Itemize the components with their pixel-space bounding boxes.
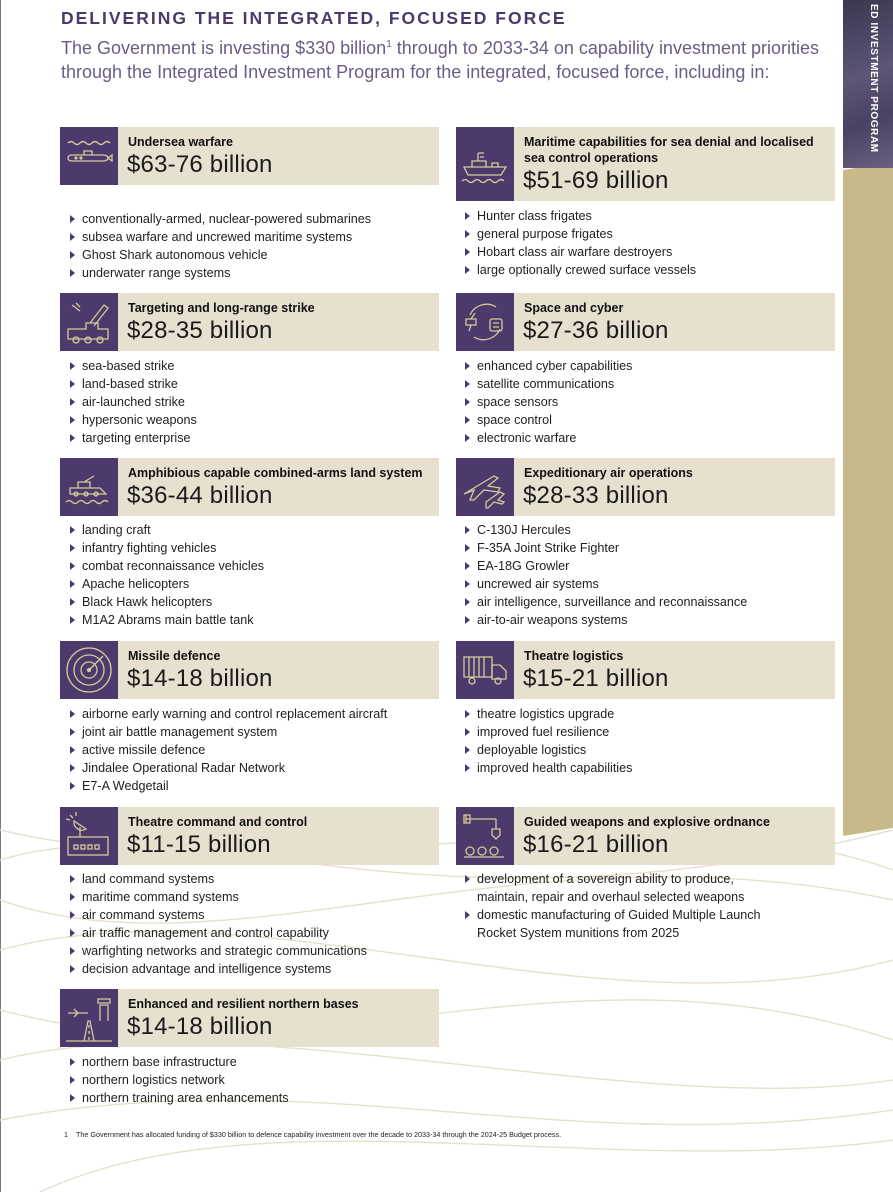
list-item: northern base infrastructure xyxy=(68,1053,438,1071)
footnote xyxy=(64,1130,561,1139)
section-title: Enhanced and resilient northern bases xyxy=(128,997,359,1011)
list-item: electronic warfare xyxy=(463,429,833,447)
list-item: EA-18G Growler xyxy=(463,557,833,575)
section-guided-weapons-list xyxy=(463,870,783,942)
footnote-text: The Government has allocated funding of $330 billion to defence capability investment over the decade to 2033-34 through the 2024-25 Budget process. xyxy=(76,1130,562,1139)
page-heading: DELIVERING THE INTEGRATED, FOCUSED FORCE xyxy=(61,8,567,28)
section-title: Theatre logistics xyxy=(524,649,624,663)
amphibious-vehicle-icon xyxy=(60,458,118,516)
list-item: northern training area enhancements xyxy=(68,1089,438,1107)
section-missile-defence-list xyxy=(68,705,438,795)
list-item: active missile defence xyxy=(68,741,438,759)
list-item: conventionally-armed, nuclear-powered submarines xyxy=(68,210,438,228)
section-title: Missile defence xyxy=(128,649,221,663)
list-item: Ghost Shark autonomous vehicle xyxy=(68,246,438,264)
section-amount: $14-18 billion xyxy=(127,1013,273,1040)
section-undersea-warfare-card xyxy=(60,127,439,185)
command-centre-icon xyxy=(60,807,118,865)
list-item: improved fuel resilience xyxy=(463,723,833,741)
section-amount: $14-18 billion xyxy=(127,665,273,692)
section-amount: $11-15 billion xyxy=(127,831,271,858)
section-amount: $63-76 billion xyxy=(127,151,273,178)
list-item: airborne early warning and control replacement aircraft xyxy=(68,705,438,723)
section-title: Theatre command and control xyxy=(128,815,308,829)
list-item: development of a sovereign ability to produce, maintain, repair and overhaul selected weapons xyxy=(463,870,783,906)
section-amount: $15-21 billion xyxy=(523,665,669,692)
list-item: air traffic management and control capability xyxy=(68,924,438,942)
radar-icon xyxy=(60,641,118,699)
list-item: satellite communications xyxy=(463,375,833,393)
list-item: northern logistics network xyxy=(68,1071,438,1089)
section-command-control-list xyxy=(68,870,438,978)
section-amount: $16-21 billion xyxy=(523,831,669,858)
list-item: space sensors xyxy=(463,393,833,411)
fighter-jets-icon xyxy=(456,458,514,516)
footnote-number: 1 xyxy=(64,1130,68,1139)
section-title: Undersea warfare xyxy=(128,135,233,149)
list-item: theatre logistics upgrade xyxy=(463,705,833,723)
intro-text-end: through to 2033-34 on capability investment priorities through the Integrated Investment Program for the integrated, focused force, including in: xyxy=(61,38,819,82)
section-expeditionary-air-list xyxy=(463,521,833,629)
robotic-arm-icon xyxy=(456,807,514,865)
truck-icon xyxy=(456,641,514,699)
section-amount: $27-36 billion xyxy=(523,317,669,344)
section-guided-weapons-card xyxy=(456,807,835,865)
page-left-rule xyxy=(0,0,1,1192)
list-item: C-130J Hercules xyxy=(463,521,833,539)
section-title: Space and cyber xyxy=(524,301,624,315)
section-amount: $28-35 billion xyxy=(127,317,273,344)
list-item: Apache helicopters xyxy=(68,575,438,593)
list-item: infantry fighting vehicles xyxy=(68,539,438,557)
list-item: E7-A Wedgetail xyxy=(68,777,438,795)
list-item: improved health capabilities xyxy=(463,759,833,777)
list-item: sea-based strike xyxy=(68,357,438,375)
section-northern-bases-card xyxy=(60,989,439,1047)
section-title: Amphibious capable combined-arms land system xyxy=(128,466,423,480)
list-item: joint air battle management system xyxy=(68,723,438,741)
section-amount: $51-69 billion xyxy=(523,167,669,194)
list-item: land command systems xyxy=(68,870,438,888)
section-targeting-list xyxy=(68,357,438,447)
list-item: warfighting networks and strategic communications xyxy=(68,942,438,960)
list-item: hypersonic weapons xyxy=(68,411,438,429)
section-title: Expeditionary air operations xyxy=(524,466,693,480)
section-maritime-list xyxy=(463,207,833,279)
section-expeditionary-air-card xyxy=(456,458,835,516)
list-item: deployable logistics xyxy=(463,741,833,759)
list-item: space control xyxy=(463,411,833,429)
list-item: targeting enterprise xyxy=(68,429,438,447)
intro-text-start: The Government is investing $330 billion xyxy=(61,38,387,58)
list-item: landing craft xyxy=(68,521,438,539)
list-item: air-to-air weapons systems xyxy=(463,611,833,629)
list-item: enhanced cyber capabilities xyxy=(463,357,833,375)
section-theatre-logistics-card xyxy=(456,641,835,699)
list-item: subsea warfare and uncrewed maritime systems xyxy=(68,228,438,246)
sidebar-label: ED INVESTMENT PROGRAM xyxy=(868,4,879,153)
list-item: Hunter class frigates xyxy=(463,207,833,225)
list-item: maritime command systems xyxy=(68,888,438,906)
intro-paragraph xyxy=(61,33,821,84)
list-item: underwater range systems xyxy=(68,264,438,282)
section-maritime-card xyxy=(456,127,835,201)
airbase-icon xyxy=(60,989,118,1047)
section-space-cyber-list xyxy=(463,357,833,447)
list-item: large optionally crewed surface vessels xyxy=(463,261,833,279)
section-amphibious-card xyxy=(60,458,439,516)
list-item: air-launched strike xyxy=(68,393,438,411)
list-item: combat reconnaissance vehicles xyxy=(68,557,438,575)
section-title: Targeting and long-range strike xyxy=(128,301,315,315)
list-item: uncrewed air systems xyxy=(463,575,833,593)
section-undersea-warfare-list xyxy=(68,210,438,282)
list-item: land-based strike xyxy=(68,375,438,393)
section-amount: $36-44 billion xyxy=(127,482,273,509)
section-space-cyber-card xyxy=(456,293,835,351)
list-item: air command systems xyxy=(68,906,438,924)
section-command-control-card xyxy=(60,807,439,865)
section-theatre-logistics-list xyxy=(463,705,833,777)
list-item: general purpose frigates xyxy=(463,225,833,243)
list-item: domestic manufacturing of Guided Multiple Launch Rocket System munitions from 2025 xyxy=(463,906,783,942)
section-title: Maritime capabilities for sea denial and localised sea control operations xyxy=(524,135,814,165)
list-item: Black Hawk helicopters xyxy=(68,593,438,611)
section-title: Guided weapons and explosive ordnance xyxy=(524,815,770,829)
list-item: air intelligence, surveillance and reconnaissance xyxy=(463,593,833,611)
missile-launcher-icon xyxy=(60,293,118,351)
section-targeting-card xyxy=(60,293,439,351)
section-amphibious-list xyxy=(68,521,438,629)
list-item: F-35A Joint Strike Fighter xyxy=(463,539,833,557)
list-item: decision advantage and intelligence systems xyxy=(68,960,438,978)
warship-icon xyxy=(456,127,514,201)
list-item: M1A2 Abrams main battle tank xyxy=(68,611,438,629)
satellite-cyber-icon xyxy=(456,293,514,351)
list-item: Hobart class air warfare destroyers xyxy=(463,243,833,261)
section-missile-defence-card xyxy=(60,641,439,699)
list-item: Jindalee Operational Radar Network xyxy=(68,759,438,777)
section-amount: $28-33 billion xyxy=(523,482,669,509)
footnote-reference: 1 xyxy=(386,39,392,50)
submarine-icon xyxy=(60,127,118,185)
section-northern-bases-list xyxy=(68,1053,438,1107)
